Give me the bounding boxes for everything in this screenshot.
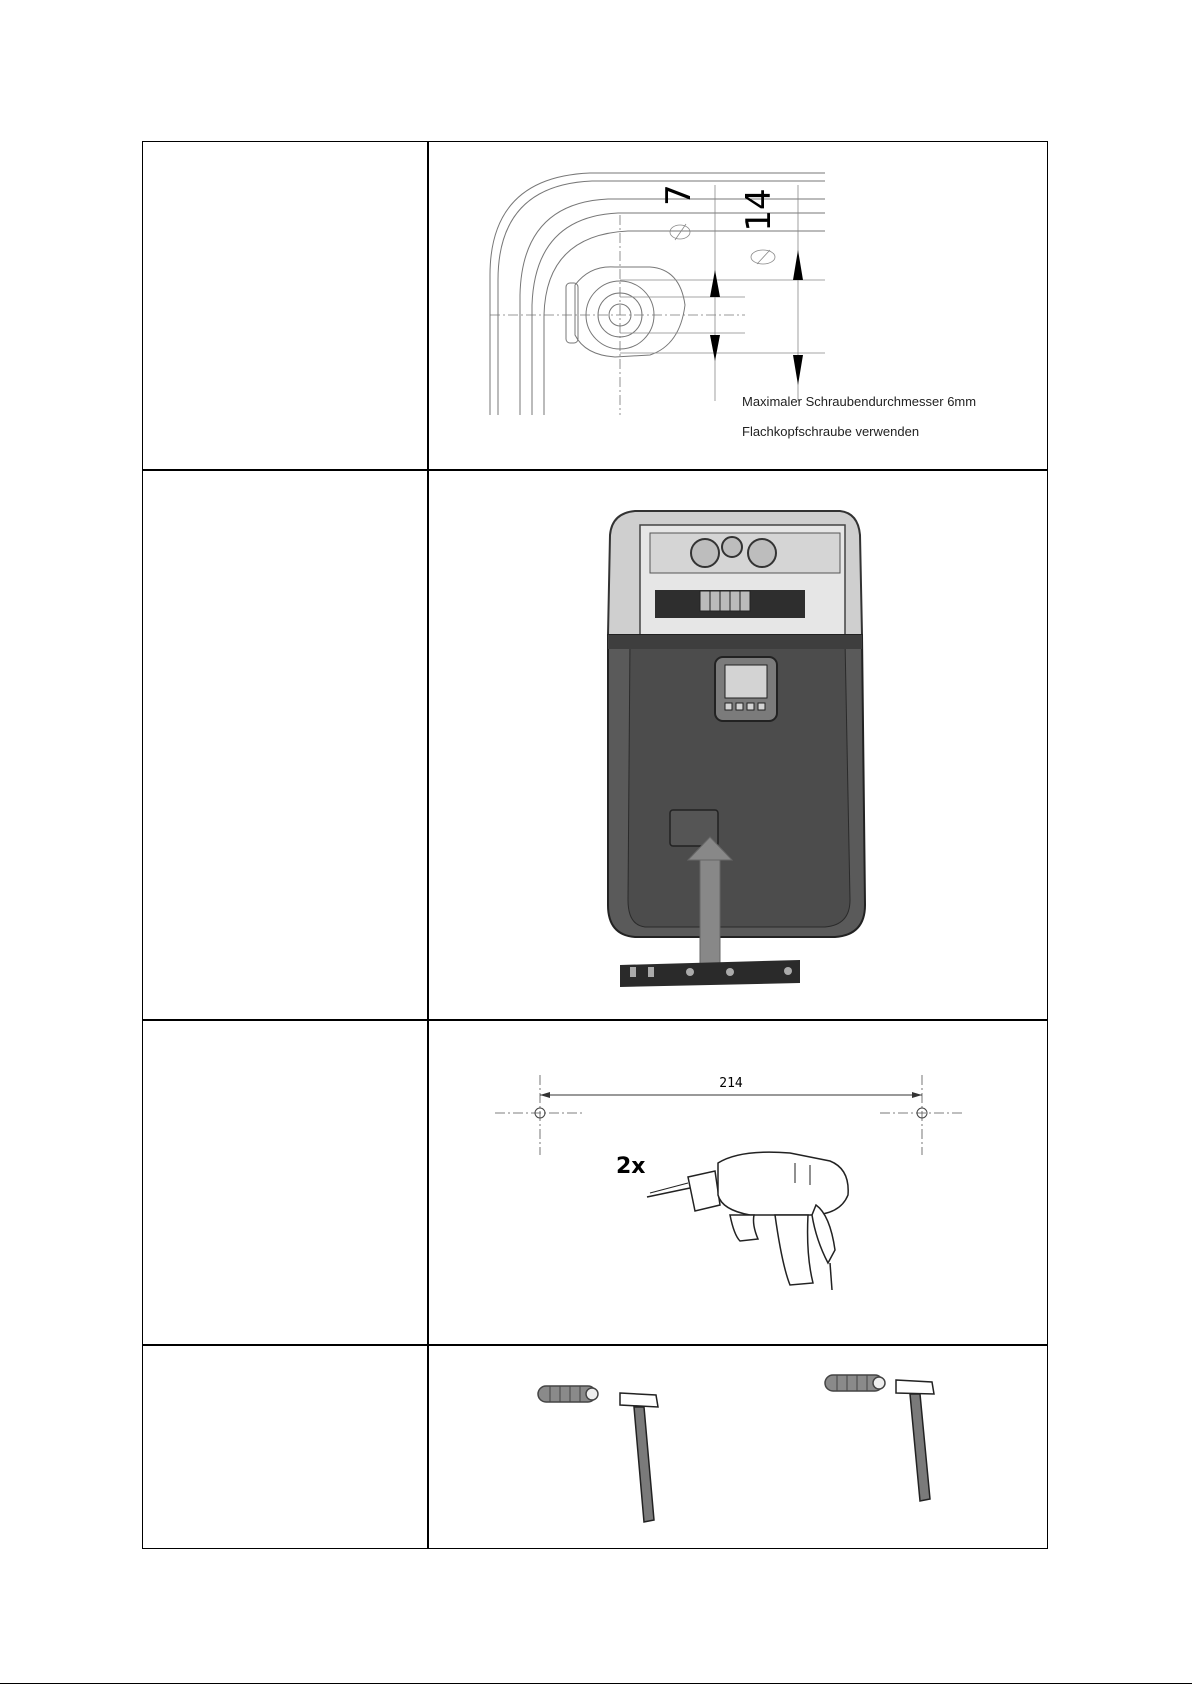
- drill-drawing: [490, 1065, 970, 1295]
- hammer-left: [620, 1393, 658, 1522]
- hammer-drawing: [530, 1365, 990, 1530]
- wallbox-mounting-icon: [600, 505, 870, 995]
- count-label: 2x: [616, 1154, 646, 1179]
- flathead-screw-note: Flachkopfschraube verwenden: [742, 424, 920, 439]
- page-bottom-rule: [0, 1683, 1192, 1684]
- dowel-left: [538, 1386, 598, 1402]
- row-divider: [143, 1019, 1047, 1021]
- dowel-right: [825, 1375, 885, 1391]
- hammer-dowel-icon: [530, 1365, 990, 1530]
- hammer-right: [896, 1380, 934, 1501]
- dimension-14-label: 14: [739, 188, 779, 232]
- column-divider: [427, 142, 429, 1548]
- dimension-7-label: 7: [659, 184, 699, 206]
- drill-icon: [490, 1065, 970, 1295]
- screw-hole-dimension-icon: [480, 165, 1000, 455]
- screw-diameter-note: Maximaler Schraubendurchmesser 6mm: [742, 394, 977, 409]
- distance-label: 214: [719, 1076, 743, 1091]
- row-divider: [143, 1344, 1047, 1346]
- screw-hole-drawing: [480, 165, 1000, 455]
- wallbox-illustration: [600, 505, 870, 995]
- row-divider: [143, 469, 1047, 471]
